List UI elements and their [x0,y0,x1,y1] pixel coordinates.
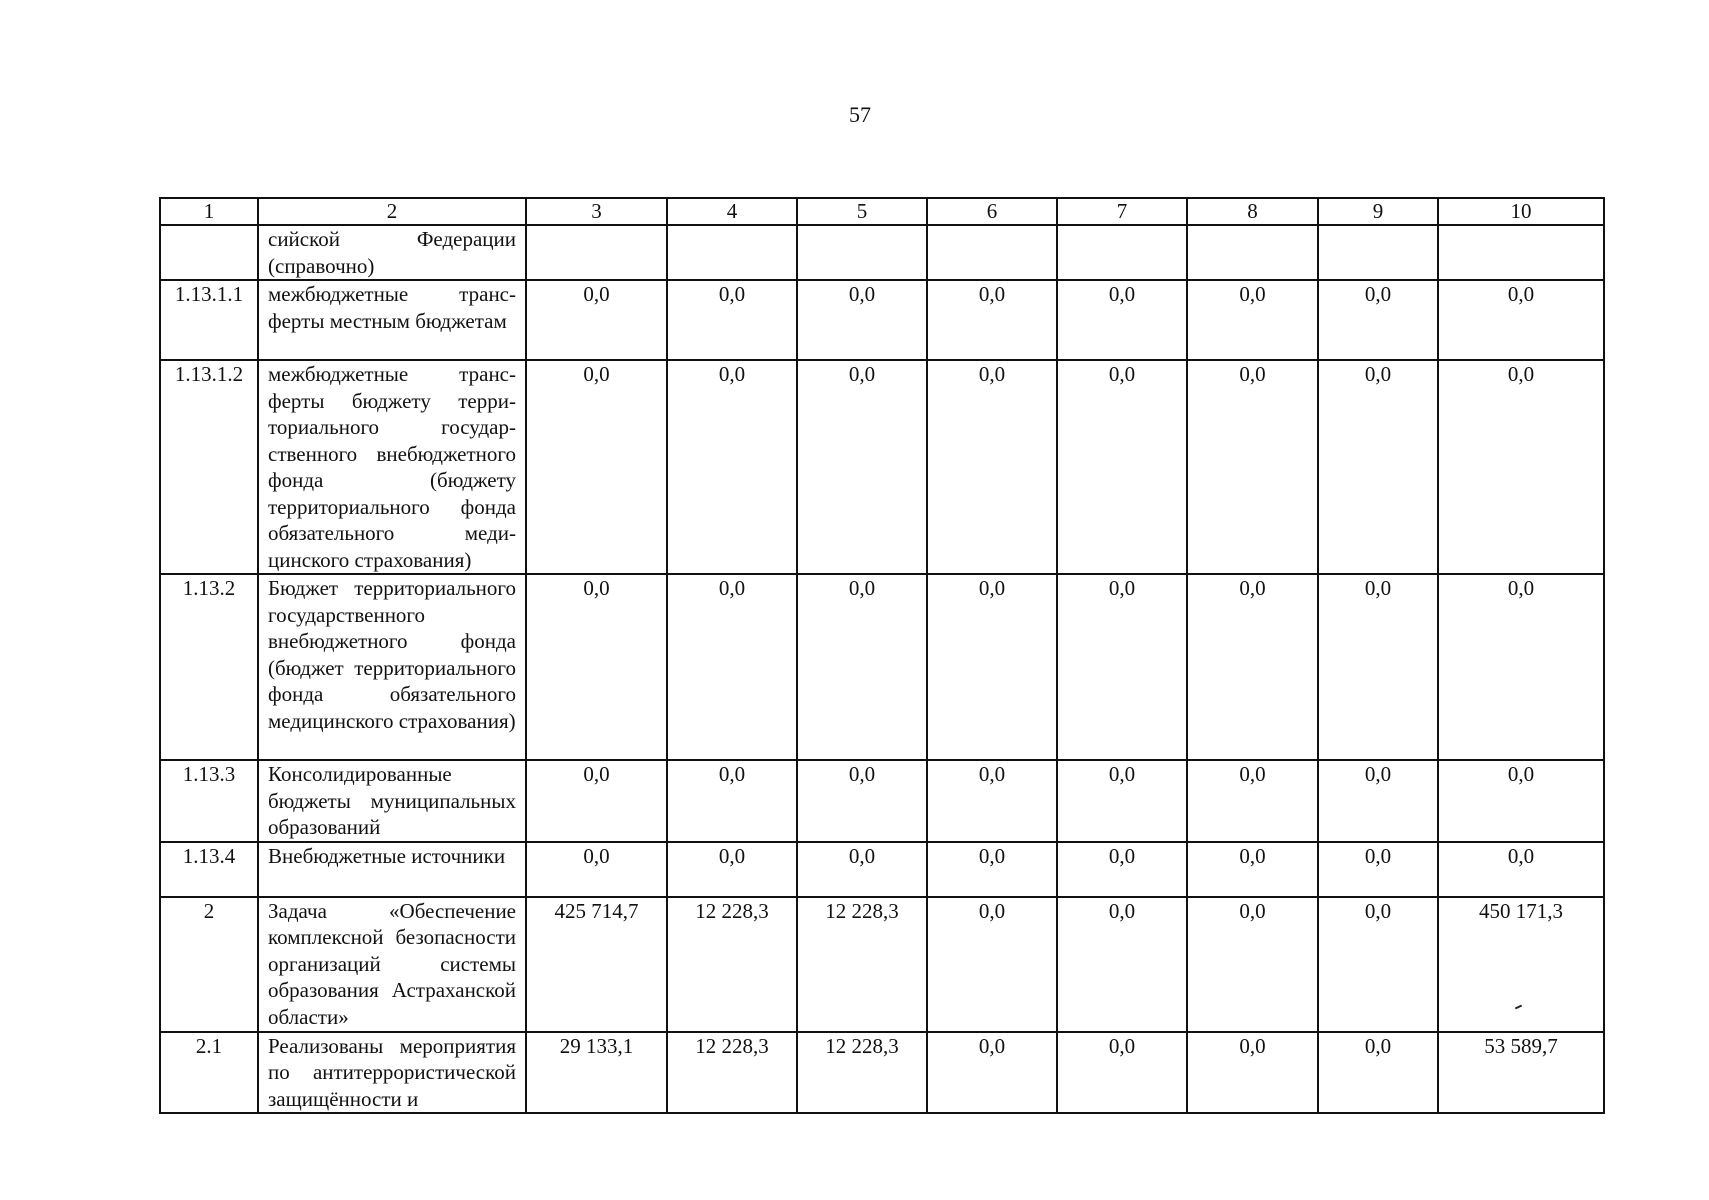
value-cell: 12 228,3 [797,1032,927,1114]
value-cell: 0,0 [1187,760,1318,842]
value-cell: 0,0 [797,760,927,842]
value-cell: 0,0 [1438,842,1604,897]
page-number: 57 [849,102,871,127]
table-row [160,280,1604,360]
value-cell: 450 171,3 [1438,897,1604,1032]
header-cell: 2 [258,198,526,225]
value-cell: 12 228,3 [797,897,927,1032]
value-cell: 0,0 [1318,1032,1438,1114]
value-cell: 0,0 [927,842,1057,897]
value-cell: 0,0 [526,842,667,897]
table-body [160,225,1604,1113]
table-row [160,360,1604,574]
value-cell: 0,0 [1057,897,1187,1032]
budget-table [159,197,1605,1114]
value-cell: 0,0 [526,360,667,574]
value-cell: 0,0 [927,1032,1057,1114]
value-cell: 0,0 [927,280,1057,360]
value-cell: 0,0 [1318,280,1438,360]
value-cell: 0,0 [927,897,1057,1032]
value-cell: 0,0 [1438,760,1604,842]
row-description: Реализованы мероприятия по антитеррористической защищённости и [258,1032,526,1114]
row-description: сийской Федерации (справочно) [258,225,526,280]
table-row [160,225,1604,280]
value-cell: 0,0 [1187,574,1318,760]
row-number: 2.1 [160,1032,258,1114]
row-description: межбюджетные трансферты местным бюджетам [258,280,526,360]
header-cell: 1 [160,198,258,225]
value-cell: 0,0 [797,574,927,760]
value-cell [927,225,1057,280]
value-cell [1438,225,1604,280]
value-cell: 0,0 [797,360,927,574]
header-cell: 10 [1438,198,1604,225]
value-cell: 0,0 [1057,1032,1187,1114]
value-cell: 0,0 [1438,280,1604,360]
value-cell: 0,0 [1187,360,1318,574]
header-cell: 6 [927,198,1057,225]
value-cell [1057,225,1187,280]
value-cell [797,225,927,280]
value-cell: 0,0 [927,574,1057,760]
row-number: 1.13.1.1 [160,280,258,360]
value-cell: 0,0 [1438,574,1604,760]
value-cell: 0,0 [667,574,797,760]
value-cell: 0,0 [1187,1032,1318,1114]
header-cell: 4 [667,198,797,225]
value-cell: 53 589,7 [1438,1032,1604,1114]
value-cell: 0,0 [1057,360,1187,574]
value-cell: 12 228,3 [667,897,797,1032]
value-cell: 0,0 [927,760,1057,842]
value-cell: 29 133,1 [526,1032,667,1114]
value-cell: 425 714,7 [526,897,667,1032]
header-cell: 7 [1057,198,1187,225]
value-cell: 0,0 [1057,574,1187,760]
value-cell: 0,0 [1318,360,1438,574]
value-cell: 0,0 [1057,760,1187,842]
value-cell: 0,0 [526,760,667,842]
row-number: 1.13.2 [160,574,258,760]
table-row [160,574,1604,760]
value-cell: 0,0 [927,360,1057,574]
value-cell: 0,0 [797,280,927,360]
row-number: 1.13.4 [160,842,258,897]
value-cell [1318,225,1438,280]
header-row [160,198,1604,225]
value-cell [526,225,667,280]
row-number: 2 [160,897,258,1032]
table-row [160,760,1604,842]
value-cell: 0,0 [1318,897,1438,1032]
value-cell [1187,225,1318,280]
row-number: 1.13.3 [160,760,258,842]
value-cell: 0,0 [667,760,797,842]
value-cell: 0,0 [1057,842,1187,897]
row-description: межбюджетные трансферты бюджету территориального государственного внебюджетного фонда (бюджету территориального фонда обязательного медицинского страхования) [258,360,526,574]
value-cell: 0,0 [1318,574,1438,760]
value-cell: 0,0 [1187,897,1318,1032]
row-description: Консолидированные бюджеты муниципальных образований [258,760,526,842]
value-cell: 12 228,3 [667,1032,797,1114]
value-cell: 0,0 [1057,280,1187,360]
value-cell: 0,0 [1438,360,1604,574]
value-cell: 0,0 [1318,842,1438,897]
value-cell: 0,0 [1187,842,1318,897]
row-number [160,225,258,280]
table-row [160,1032,1604,1114]
value-cell: 0,0 [797,842,927,897]
value-cell: 0,0 [1187,280,1318,360]
row-number: 1.13.1.2 [160,360,258,574]
header-cell: 5 [797,198,927,225]
value-cell [667,225,797,280]
header-cell: 3 [526,198,667,225]
table-header [160,198,1604,225]
value-cell: 0,0 [667,842,797,897]
row-description: Задача «Обеспечение комплексной безопасности организаций системы образования Астраханской области» [258,897,526,1032]
header-cell: 8 [1187,198,1318,225]
value-cell: 0,0 [667,360,797,574]
value-cell: 0,0 [526,574,667,760]
value-cell: 0,0 [526,280,667,360]
row-description: Внебюджетные источники [258,842,526,897]
value-cell: 0,0 [667,280,797,360]
value-cell: 0,0 [1318,760,1438,842]
table-row [160,842,1604,897]
table-row [160,897,1604,1032]
row-description: Бюджет территориального государственного внебюджетного фонда (бюджет территориального фонда обязательного медицинского страхования) [258,574,526,760]
header-cell: 9 [1318,198,1438,225]
